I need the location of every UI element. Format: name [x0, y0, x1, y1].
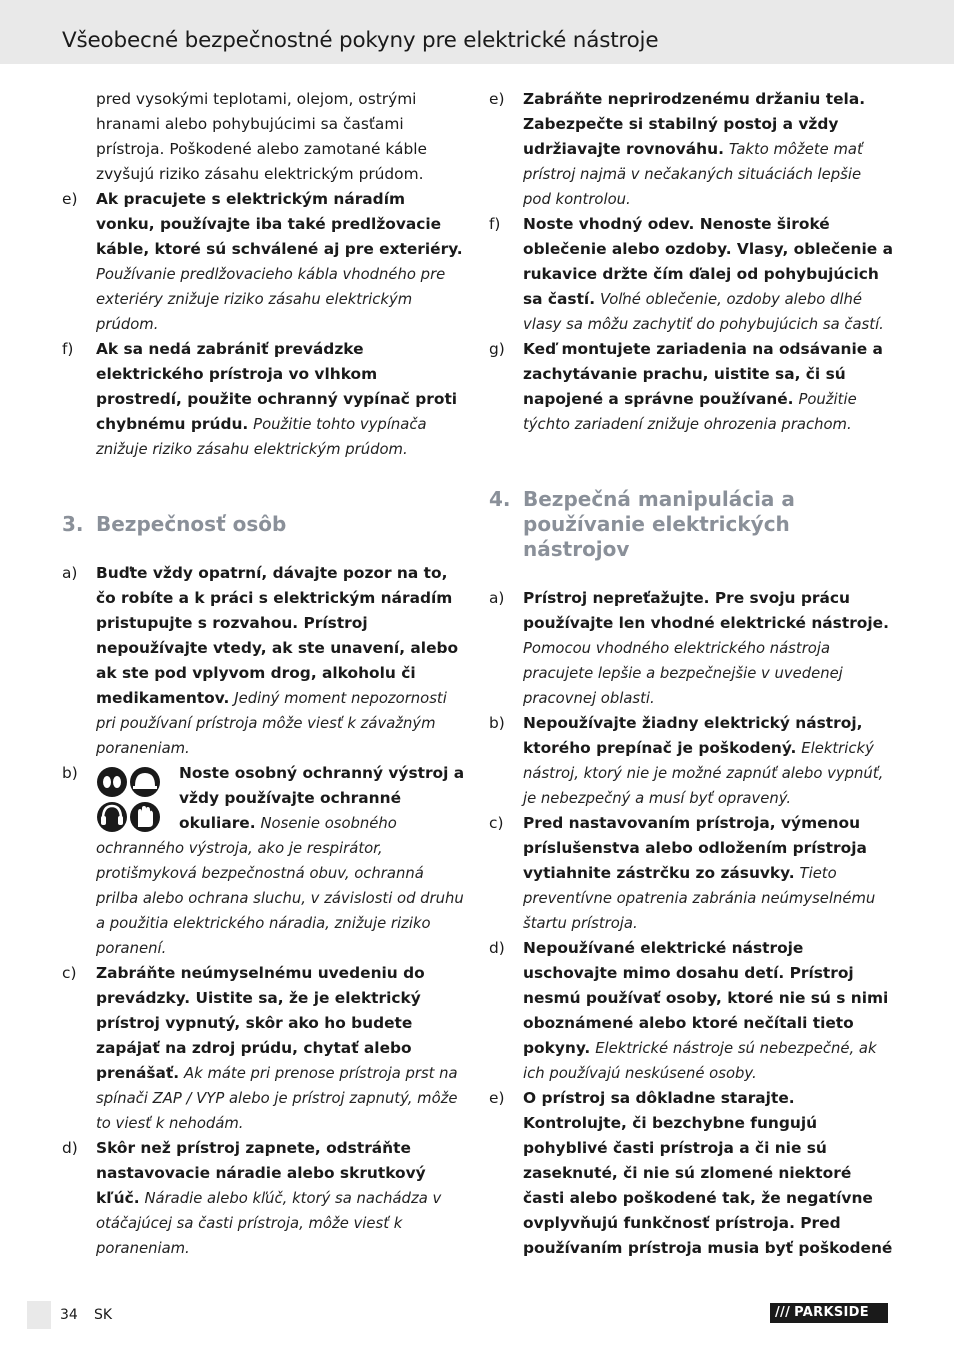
section-number: 4. — [489, 487, 511, 511]
item-label: g) — [489, 340, 505, 358]
logo-slashes: /// — [775, 1305, 791, 1320]
list-item — [489, 212, 893, 337]
item-label: c) — [489, 814, 504, 832]
item-label: a) — [489, 589, 505, 607]
italic-text: Takto môžete mať prístroj najmä v nečakaných situáciách lepšie pod kontrolou. — [523, 141, 863, 208]
logo-text: PARKSIDE — [794, 1305, 869, 1320]
italic-text: Použitie týchto zariadení znižuje ohrozenia prachom. — [523, 391, 857, 433]
italic-text: Náradie alebo kľúč, ktorý sa nachádza v otáčajúcej sa časti prístroja, môže viesť k poraneniam. — [96, 1190, 442, 1257]
list-item — [489, 936, 893, 1086]
bold-text: Noste osobný ochranný výstroj a vždy používajte ochranné okuliare. — [179, 764, 465, 832]
item-label: d) — [62, 1139, 78, 1157]
bold-text: O prístroj sa dôkladne starajte. Kontrolujte, či bezchybne fungujú pohyblivé časti prístroja a či nie sú zaseknuté, či nie sú zlomené niektoré časti alebo poškodené tak, že negatívne ovplyvňujú funkčnosť prístroja. Pred používaním prístroja musia byť poškodené — [523, 1089, 893, 1257]
bold-text: Pred nastavovaním prístroja, výmenou príslušenstva alebo odložením prístroja vytiahnite zástrčku zo zásuvky. — [523, 814, 867, 882]
item-label: e) — [489, 90, 505, 108]
bold-text: Nepoužívané elektrické nástroje uschovajte mimo dosahu detí. Prístroj nesmú používať osoby, ktoré nie sú s nimi oboznámené alebo ktoré nečítali tieto pokyny. — [523, 939, 889, 1057]
footer-page-box — [27, 1301, 51, 1329]
parkside-logo — [770, 1303, 888, 1323]
item-label: c) — [62, 964, 77, 982]
bold-text: Keď montujete zariadenia na odsávanie a zachytávanie prachu, uistite sa, či sú napojené a správne používané. — [523, 340, 883, 408]
language-code: SK — [94, 1307, 113, 1323]
section-title: Bezpečnosť osôb — [96, 512, 287, 536]
italic-text: Elektrické nástroje sú nebezpečné, ak ich používajú neskúsené osoby. — [523, 1040, 877, 1082]
ppe-icons — [96, 765, 162, 835]
bold-text: pred vysokými teplotami, olejom, ostrými hranami alebo pohybujúcimi sa časťami prístroja. — [96, 90, 417, 158]
italic-text: Použitie tohto vypínača znižuje riziko zásahu elektrickým prúdom. — [96, 416, 427, 458]
bold-text: Zabráňte neúmyselnému uvedeniu do prevádzky. Uistite sa, že je elektrický prístroj vypnutý, skôr ako ho budete zapájať na zdroj prúdu, chytať alebo prenášať. — [96, 964, 425, 1082]
list-item — [62, 1136, 466, 1261]
bold-text: Ak pracujete s elektrickým náradím vonku, používajte iba také predlžovacie káble, ktoré sú schválené aj pre exteriéry. — [96, 190, 463, 258]
list-item — [489, 811, 893, 936]
right-column — [489, 87, 893, 1261]
continued-paragraph — [62, 87, 466, 187]
page-number: 34 — [60, 1307, 78, 1323]
item-label: d) — [489, 939, 505, 957]
italic-text: Ak máte pri prenose prístroja prst na spínači ZAP / VYP alebo je prístroj zapnutý, môže to viesť k nehodám. — [96, 1065, 458, 1132]
goggles-icon — [97, 767, 127, 797]
bold-text: Ak sa nedá zabrániť prevádzke elektrického prístroja vo vlhkom prostredí, použite ochranný vypínač proti chybnému prúdu. — [96, 340, 458, 433]
list-item — [489, 87, 893, 212]
italic-text: Jediný moment nepozornosti pri používaní prístroja môže viesť k závažným poraneniam. — [96, 690, 447, 757]
italic-text: Poškodené alebo zamotané káble zvyšujú riziko zásahu elektrickým prúdom. — [96, 140, 427, 183]
list-item — [489, 711, 893, 811]
bold-text: Skôr než prístroj zapnete, odstráňte nastavovacie náradie alebo skrutkový kľúč. — [96, 1139, 426, 1207]
item-label: b) — [62, 764, 78, 782]
list-item — [489, 586, 893, 711]
page-title: Všeobecné bezpečnostné pokyny pre elektrické nástroje — [62, 28, 659, 53]
list-item — [62, 761, 466, 961]
bold-text: Nepoužívajte žiadny elektrický nástroj, ktorého prepínač je poškodený. — [523, 714, 863, 757]
section-heading — [62, 512, 466, 537]
italic-text: Elektrický nástroj, ktorý nie je možné zapnúť alebo vypnúť, je nebezpečný a musí byť opravený. — [523, 740, 884, 807]
list-item — [62, 187, 466, 337]
left-column — [62, 87, 466, 1261]
bold-text: Buďte vždy opatrní, dávajte pozor na to, čo robíte a k práci s elektrickým náradím pristupujte s rozvahou. Prístroj nepoužívajte vtedy, ak ste unavení, alebo ak ste pod vplyvom drog, alkoholu či medikamentov. — [96, 564, 459, 707]
ear-protection-icon — [97, 802, 127, 832]
list-item — [62, 561, 466, 761]
bold-text: Zabráňte neprirodzenému držaniu tela. Zabezpečte si stabilný postoj a vždy udržiavajte rovnováhu. — [523, 90, 866, 158]
item-label: a) — [62, 564, 78, 582]
gloves-icon — [130, 802, 160, 832]
section-number: 3. — [62, 512, 84, 536]
list-item — [489, 1086, 893, 1261]
helmet-icon — [130, 767, 160, 797]
list-item — [489, 337, 893, 437]
italic-text: Používanie predlžovacieho kábla vhodného pre exteriéry znižuje riziko zásahu elektrickým prúdom. — [96, 266, 446, 333]
italic-text: Voľné oblečenie, ozdoby alebo dlhé vlasy sa môžu zachytiť do pohybujúcich sa častí. — [523, 291, 884, 333]
bold-text: Noste vhodný odev. Nenoste široké oblečenie alebo ozdoby. Vlasy, oblečenie a rukavice držte čím ďalej od pohybujúcich sa častí. — [523, 215, 893, 308]
italic-text: Nosenie osobného ochranného výstroja, ako je respirátor, protišmyková bezpečnostná obuv, ochranná prilba alebo ochrana sluchu, v závislosti od druhu a použitia elektrického náradia, znižuje riziko poranení. — [96, 815, 464, 957]
italic-text: Pomocou vhodného elektrického nástroja pracujete lepšie a bezpečnejšie v uvedenej pracovnej oblasti. — [523, 640, 843, 707]
item-label: f) — [62, 340, 74, 358]
list-item — [62, 337, 466, 462]
section-heading — [489, 487, 893, 562]
italic-text: Tieto preventívne opatrenia zabránia neúmyselnému štartu prístroja. — [523, 865, 876, 932]
list-item — [62, 961, 466, 1136]
bold-text: Prístroj nepreťažujte. Pre svoju prácu používajte len vhodné elektrické nástroje. — [523, 589, 889, 632]
item-label: f) — [489, 215, 501, 233]
item-label: e) — [489, 1089, 505, 1107]
section-title: Bezpečná manipulácia a používanie elektrických nástrojov — [523, 487, 795, 561]
item-label: b) — [489, 714, 505, 732]
item-label: e) — [62, 190, 78, 208]
